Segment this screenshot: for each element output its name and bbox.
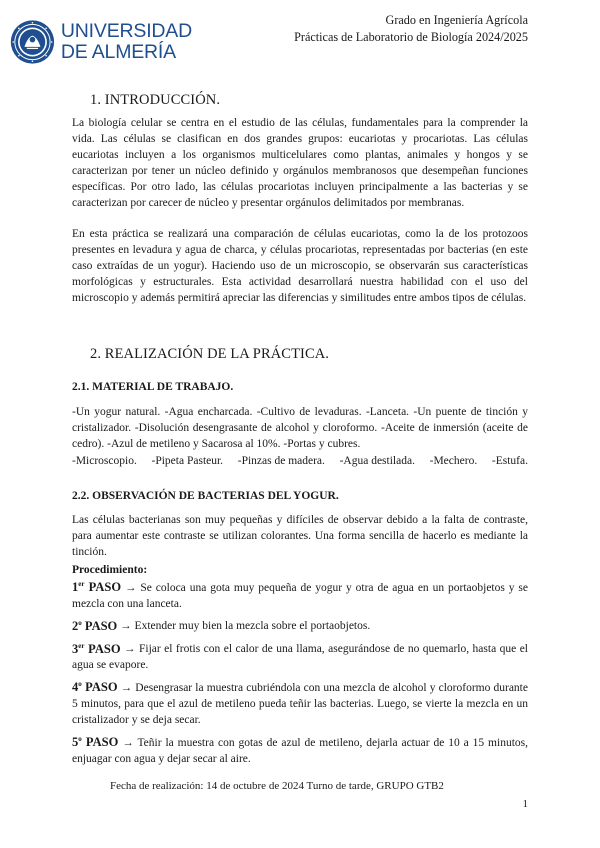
intro-body (72, 116, 528, 307)
bacteria-heading: 2.2. OBSERVACIÓN DE BACTERIAS DEL YOGUR. (72, 490, 339, 502)
material-items-row (72, 455, 528, 467)
step-label: PASO (84, 641, 121, 656)
procedure-step (72, 577, 528, 613)
step-ordinal: er (78, 579, 85, 588)
material-item: -Pinzas de madera. (237, 455, 325, 467)
logo-line-2: DE ALMERÍA (60, 40, 176, 63)
intro-heading: 1. INTRODUCCIÓN. (90, 92, 221, 108)
step-label: PASO (81, 680, 118, 695)
step-ordinal: er (78, 641, 85, 650)
step-number: 2 (72, 618, 79, 633)
step-ordinal: o (78, 734, 82, 743)
step-label: PASO (81, 618, 118, 633)
step-text: → Se coloca una gota muy pequeña de yogur y otra de agua en un portaobjetos y se mezcla con una lanceta. (72, 581, 528, 610)
practice-heading: 2. REALIZACIÓN DE LA PRÁCTICA. (90, 346, 330, 362)
degree-name: Grado en Ingeniería Agrícola (385, 13, 528, 27)
step-number: 5 (72, 734, 79, 749)
step-text: → Fijar el frotis con el calor de una llama, asegurándose de no quemarlo, hasta que el agua se evapore. (72, 643, 528, 672)
step-text: → Extender muy bien la mezcla sobre el portaobjetos. (117, 620, 371, 633)
material-list (72, 404, 528, 467)
step-text: → Teñir la muestra con gotas de azul de metileno, dejarla actuar de 10 a 15 minutos, enjuagar con agua y dejar secar al aire. (72, 736, 528, 765)
bacteria-intro: Las células bacterianas son muy pequeñas y difíciles de observar debido a la falta de contraste, para aumentar este contraste se utilizan colorantes. Una forma sencilla de hacerlo es mediante la tinción. (72, 514, 528, 558)
bacteria-body (72, 513, 528, 767)
step-text: → Desengrasar la muestra cubriéndola con una mezcla de alcohol y cloroformo durante 5 minutos, para que el azul de metileno pueda teñir las bacterias. Luego, se vierte la mezcla en un cristalizador y se deja secar. (72, 682, 528, 726)
step-ordinal: o (78, 680, 82, 689)
material-heading: 2.1. MATERIAL DE TRABAJO. (72, 381, 234, 393)
material-item: -Pipeta Pasteur. (151, 455, 224, 467)
step-number: 4 (72, 680, 79, 695)
step-number: 1 (72, 579, 79, 594)
procedure-title: Procedimiento: (72, 563, 148, 576)
page-number: 1 (522, 798, 528, 810)
material-item: -Microscopio. (72, 455, 137, 467)
step-number: 3 (72, 641, 79, 656)
material-item: -Agua destilada. (339, 455, 415, 467)
procedure-step (72, 638, 528, 674)
procedure-step (72, 732, 528, 768)
course-name: Prácticas de Laboratorio de Biología 2024/2025 (294, 30, 528, 44)
material-text: -Un yogur natural. -Agua encharcada. -Cultivo de levaduras. -Lanceta. -Un puente de tinción y cristalizador. -Disolución desengrasante de alcohol y cloroformo. -Aceite de inmersión (aceite de cedro). -Azul de metileno y Sacarosa al 10%. -Portas y cubres. (72, 406, 528, 450)
procedure-step (72, 615, 528, 635)
step-ordinal: o (78, 618, 82, 627)
university-seal-icon (10, 14, 55, 70)
logo-line-1: UNIVERSIDAD (60, 20, 192, 42)
procedure-step (72, 677, 528, 729)
step-label: PASO (81, 734, 119, 749)
intro-paragraph-1: La biología celular se centra en el estudio de las células, fundamentales para la comprender la vida. Las células se clasifican en dos grandes grupos: eucariotas y procariotas. Las células eucariotas incluyen a los organismos multicelulares como plantas, animales y hongos y se caracterizan por tener un núcleo definido y orgánulos membranosos que desempeñan funciones específicas. Por otro lado, las células procariotas incluyen principalmente a las bacterias y se caracterizan por carecer de núcleo y presentar orgánulos delimitados por membranas. (72, 117, 528, 209)
material-item: -Estufa. (491, 455, 528, 467)
document-header (294, 12, 528, 46)
intro-paragraph-2: En esta práctica se realizará una comparación de células eucariotas, como la de los protozoos presentes en levadura y agua de charca, y células procariotas, representadas por bacterias (en este caso extraídas de un yogur). Haciendo uso de un microscopio, se observarán sus características morfológicas y estructurales. Esta actividad desarrollará nuestra habilidad con el uso del microscopio y además permitirá apreciar las diferencias y similitudes entre ambos tipos de células. (72, 228, 528, 305)
university-logo (10, 10, 192, 74)
step-label: PASO (84, 579, 122, 594)
material-item: -Mechero. (429, 455, 478, 467)
page-footer: Fecha de realización: 14 de octubre de 2024 Turno de tarde, GRUPO GTB2 (110, 780, 444, 792)
